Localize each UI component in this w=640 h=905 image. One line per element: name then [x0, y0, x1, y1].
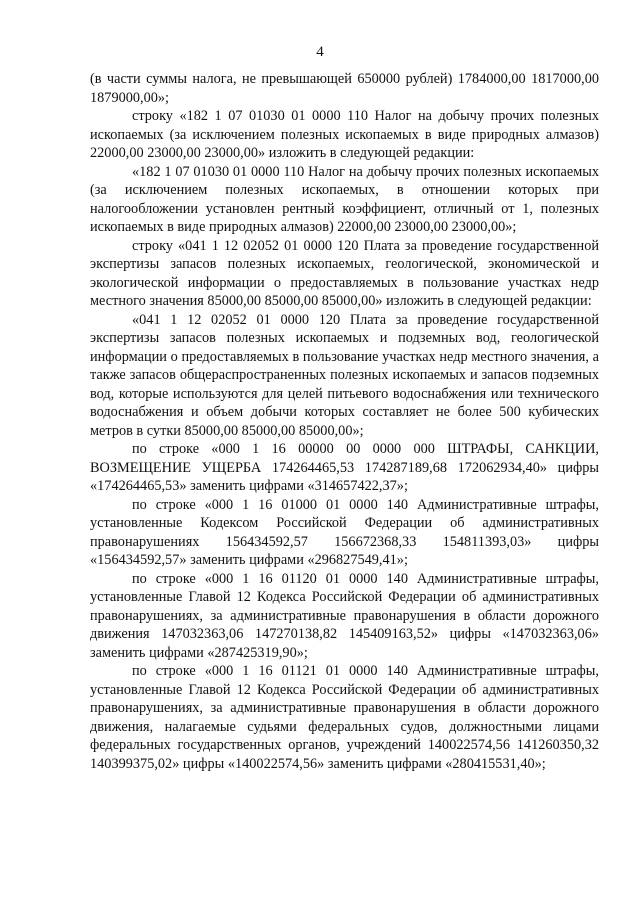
document-body — [90, 70, 599, 773]
paragraph: «182 1 07 01030 01 0000 110 Налог на добычу прочих полезных ископаемых (за исключением полезных ископаемых, в отношении которых при налогообложении установлен рентный коэффициент, отличный от 1, полезных ископаемых в виде природных алмазов) 22000,00 23000,00 23000,00»; — [90, 163, 599, 235]
paragraph: по строке «000 1 16 01000 01 0000 140 Административные штрафы, установленные Кодексом Российской Федерации об административных правонарушениях 156434592,57 156672368,33 154811393,03» цифры «156434592,57» заменить цифрами «296827549,41»; — [90, 496, 599, 568]
paragraph: по строке «000 1 16 01120 01 0000 140 Административные штрафы, установленные Главой 12 Кодекса Российской Федерации об административных правонарушениях, за административные правонарушения в области дорожного движения 147032363,06 147270138,82 145409163,52» цифры «147032363,06» заменить цифрами «287425319,90»; — [90, 570, 599, 661]
paragraph: строку «182 1 07 01030 01 0000 110 Налог на добычу прочих полезных ископаемых (за исключением полезных ископаемых в виде природных алмазов) 22000,00 23000,00 23000,00» изложить в следующей редакции: — [90, 108, 599, 161]
paragraph: по строке «000 1 16 00000 00 0000 000 ШТРАФЫ, САНКЦИИ, ВОЗМЕЩЕНИЕ УЩЕРБА 174264465,53 174287189,68 172062934,40» цифры «174264465,53» заменить цифрами «314657422,37»; — [90, 441, 599, 494]
paragraph: строку «041 1 12 02052 01 0000 120 Плата за проведение государственной экспертизы запасов полезных ископаемых, геологической, экономической и экологической информации о предоставляемых в пользование участках недр местного значения 85000,00 85000,00 85000,00» изложить в следующей редакции: — [90, 237, 599, 309]
paragraph: (в части суммы налога, не превышающей 650000 рублей) 1784000,00 1817000,00 1879000,00»; — [90, 71, 599, 106]
page-number: 4 — [316, 44, 324, 60]
paragraph: по строке «000 1 16 01121 01 0000 140 Административные штрафы, установленные Главой 12 Кодекса Российской Федерации об административных правонарушениях, за административные правонарушения в области дорожного движения, налагаемые судьями федеральных судов, должностными лицами федеральных государственных органов, учреждений 140022574,56 141260350,32 140399375,02» цифры «140022574,56» заменить цифрами «280415531,40»; — [90, 663, 599, 772]
paragraph: «041 1 12 02052 01 0000 120 Плата за проведение государственной экспертизы запасов полезных ископаемых и подземных вод, геологической информации о предоставляемых в пользование участках недр местного значения, а также запасов общераспространенных полезных ископаемых и запасов подземных вод, которые используются для целей питьевого водоснабжения или технического водоснабжения и объем добычи которых составляет не более 500 кубических метров в сутки 85000,00 85000,00 85000,00»; — [90, 311, 599, 439]
